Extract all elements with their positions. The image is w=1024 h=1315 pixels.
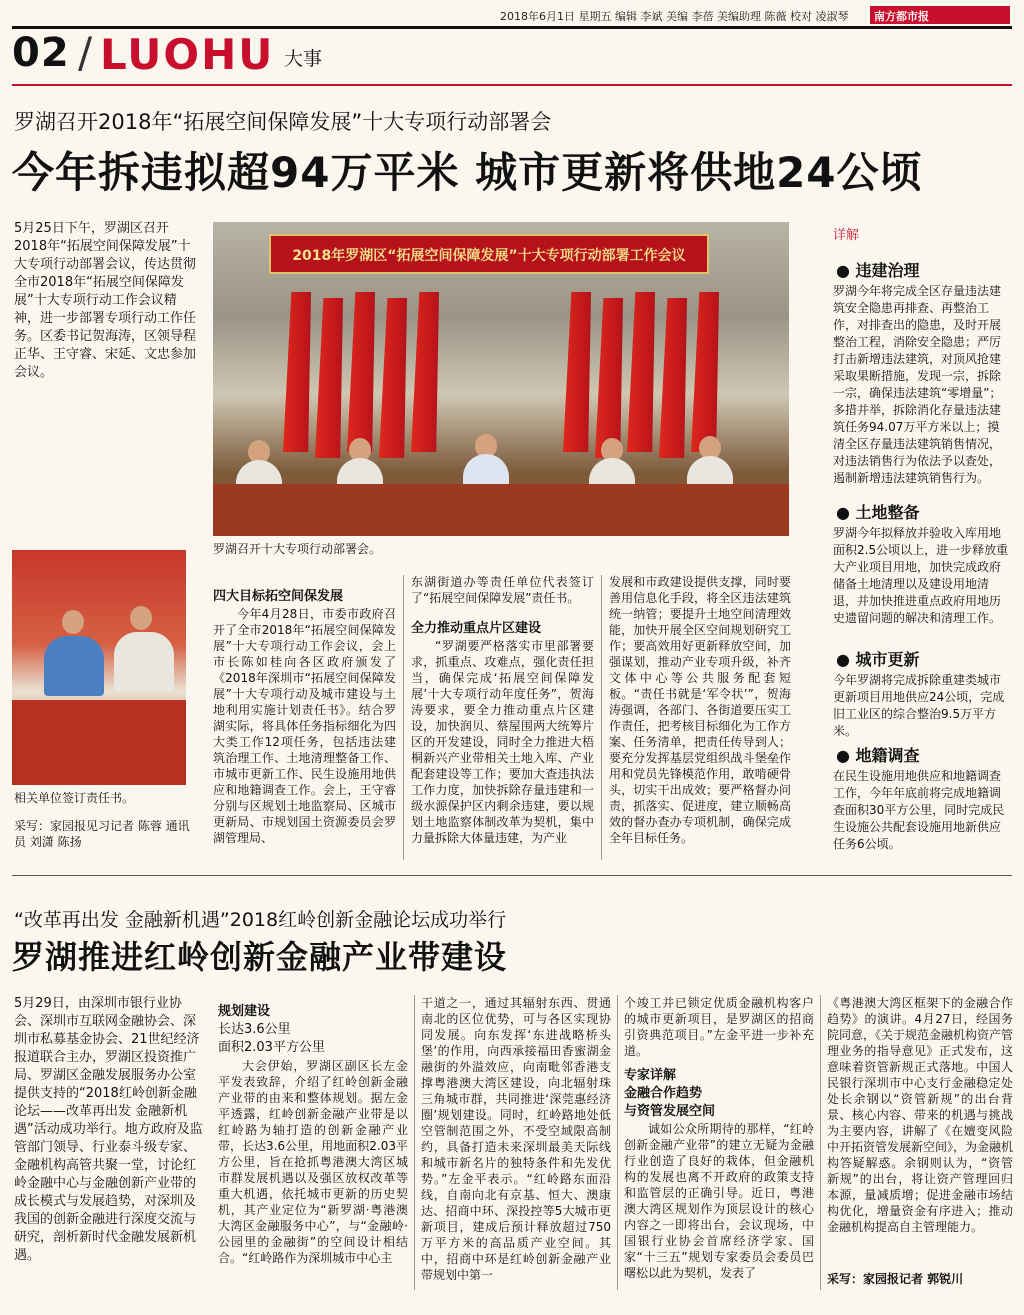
flag-icon	[691, 292, 719, 452]
story1-kicker: 罗湖召开2018年“拓展空间保障发展”十大专项行动部署会	[14, 110, 552, 134]
detail-text-violations: 罗湖今年将完成全区存量违法建筑安全隐患再排查、再整治工作，对排查出的隐患，及时开展整治工程，消除安全隐患；严厉打击新增违法建筑，对顶风抢建采取果断措施，发现一宗，拆除一宗，确保违法建筑“零增量”；多措并举，拆除消化存量违法建筑任务94.07万平方米以上；摸清全区存量违法建筑销售情况，对违法销售行为依法予以查处，遏制新增违法建筑销售行为。	[833, 284, 1002, 485]
story2-headline: 罗湖推进红岭创新金融产业带建设	[12, 938, 508, 976]
top-rule	[12, 26, 1012, 29]
detail-title-text: 土地整备	[855, 503, 920, 522]
page-number: 02	[12, 30, 70, 76]
flag-icon	[379, 298, 407, 458]
story2-col1: 大会伊始，罗湖区副区长左金平发表致辞，介绍了红岭创新金融产业带的由来和整体规划。据左金平透露，红岭创新金融产业带是以红岭路为轴打造的创新金融产业带，长达3.6公里，用地面积2.03平方公里，旨在抢抓粤港澳大湾区城市群发展机遇以及强区放权改革等重大机遇，依托城市更新的历史契机，其产业定位为“新罗湖·粤港澳大湾区金融服务中心”，与“金融岭·公园里的金融街”的空间设计相结合。“红岭路作为深圳城市中心主	[218, 1059, 408, 1265]
story1-col2a: 东湖街道办等责任单位代表签订了“拓展空间保障发展”责任书。	[411, 575, 594, 605]
story1-col2b: “罗湖要严格落实市里部署要求，抓重点、攻难点，强化责任担当，确保完成‘拓展空间保障发展’十大专项行动年度任务”，贺海涛要求，要全力推动重点片区建设，加快润贝、蔡屋围两大统筹片区的开发建设，同时全力推进大梧桐新兴产业带相关土地入库、产业配套建设等工作；要加大查违执法工作力度，加快拆除存量违建和一级水源保护区内剩余违建，要以规划土地监察体制改革为契机，集中力量拆除大体量违建，为产业	[411, 639, 594, 845]
flag-icon	[563, 292, 591, 452]
detail-title-text: 地籍调查	[855, 746, 920, 765]
meeting-photo	[213, 222, 789, 536]
flag-icon	[411, 292, 439, 452]
story1-lead: 5月25日下午，罗湖区召开2018年“拓展空间保障发展”十大专项行动部署会议，传达贯彻全市2018年“拓展空间保障发展”十大专项行动工作会议精神，进一步部署专项行动工作任务。区委书记贺海涛，区领导程正华、王守睿、宋延、文忠参加会议。	[14, 221, 197, 380]
photo-banner: 2018年罗湖区“拓展空间保障发展”十大专项行动部署工作会议	[269, 234, 709, 274]
story1-col1: 今年4月28日，市委市政府召开了全市2018年“拓展空间保障发展”十大专项行动工作会议，会上市长陈如桂向各区政府颁发了《2018年深圳市“拓展空间保障发展”十大专项行动及城市建设与土地利用实施计划责任书》。结合罗湖实际，将具体任务指标细化为四大类工作12项任务，包括违法建筑治理工作、土地清理整备工作、市城市更新工作、民生设施用地供应和地籍调查工作。会上，王守睿分别与区规划土地监察局、区城市更新局、市规划国土资源委员会罗湖管理局、	[213, 607, 396, 845]
story2-col3b: 诚如公众所期待的那样，“红岭创新金融产业带”的建立无疑为金融行业创造了良好的栽体，但金融机构的发展也离不开政府的政策支持和监管层的正确引导。近日，粤港澳大湾区规划作为顶层设计的核心内容之一即将出台，会议现场，中国银行业协会首席经济学家、国家“十三五”规划专家委员会委员巴曙松以此为契机，发表了	[624, 1122, 814, 1280]
section-rule	[12, 84, 1012, 86]
signing-table	[12, 700, 186, 785]
detail-text-survey: 在民生设施用地供应和地籍调查工作，今年年底前将完成地籍调查面积30平方公里，同时完成民生设施公共配套设施用地新供应任务6公顷。	[833, 769, 1005, 851]
detail-text-land: 罗湖今年拟释放并验收入库用地面积2.5公顷以上，进一步释放重大产业项目用地，加快完成政府储备土地清理以及建设用地清退，并加快推进重点政府用地历史遗留问题的解决和清理工作。	[833, 526, 1009, 625]
story2-col4: 《粤港澳大湾区框架下的金融合作趋势》的演讲。4月27日，经国务院同意，《关于规范金融机构资产管理业务的指导意见》正式发布，这意味着资管新规正式落地。中国人民银行深圳市中心支行金融稳定处处长余钢以“资管新规”的出台背景、核心内容、带来的机遇与挑战为主要内容，讲解了《在嬗变风险中开拓资管发展新空间》，为金融机构答疑解惑。余钢则认为，“资管新规”的出台，将让资产管理回归本源，量减质增；促进金融市场结构优化，增量资金有序进入；推动金融机构提高自主管理能力。	[827, 996, 1014, 1234]
subhead-key-areas: 全力推动重点片区建设	[411, 621, 542, 636]
story1-headline: 今年拆违拟超94万平米 城市更新将供地24公顷	[12, 148, 923, 197]
plan-length: 长达3.6公里	[218, 1022, 291, 1037]
detail-title-text: 违建治理	[855, 261, 920, 280]
column-divider	[414, 995, 415, 1290]
slash-divider: /	[78, 28, 93, 77]
person	[114, 632, 174, 692]
story1-byline: 采写：家园报见习记者 陈蓉 通讯员 刘潇 陈扬	[14, 819, 190, 849]
signing-photo	[12, 550, 186, 785]
detail-title-land: ● 土地整备	[836, 503, 920, 522]
column-divider	[601, 575, 602, 860]
expert-subtitle-2: 与资管发展空间	[624, 1104, 716, 1119]
section-title: LUOHU	[100, 30, 275, 79]
story1-col3: 发展和市政建设提供支撑，同时要善用信息化手段，将全区违法建筑统一纳管；要提升土地空间清理效能，加快开展全区空间规划研究工作；要高效用好更新释放空间，加强谋划，推动产业专项升级，补齐文体中心等公共服务配套短板。“责任书就是‘军令状’”，贺海涛强调，各部门、各街道要压实工作责任，把考核目标细化为工作方案、任务清单，把责任传导到人；要充分发挥基层党组织战斗堡垒作用和党员先锋模范作用，敢啃硬骨头，切实干出成效；要严格督办问责，抓落实、促进度，建立顺畅高效的督办查办专项机制，确保完成全年目标任务。	[609, 575, 791, 845]
expert-subtitle-1: 金融合作趋势	[624, 1086, 703, 1101]
detail-label: 详解	[833, 228, 860, 243]
story2-col2: 干道之一，通过其辐射东西、贯通南北的区位优势，可与各区实现协同发展。向东发挥‘东进战略桥头堡’的作用，向西承接福田香蜜湖金融街的外溢效应，向南毗邻香港支撑粤港澳大湾区建设，向北辐射珠三角城市群，共同推进‘深莞惠经济圈’规划建设。同时，红岭路地处低空管制范围之外，不受空域限高制约，具备打造未来深圳最美天际线和城市新名片的独特条件和先发优势。”左金平表示。“红岭路东面沿线，自南向北有京基、恒大、澳康达、招商中环、深投控等5大城市更新项目，建成后预计释放超过750万平方米的高品质产业空间。其中，招商中环是红岭创新金融产业带规划中第一	[421, 996, 611, 1282]
detail-text-renewal: 今年罗湖将完成拆除重建类城市更新项目用地供应24公顷，完成旧工业区的综合整治9.5万平方米。	[833, 673, 1005, 738]
plan-area: 面积2.03平方公里	[218, 1040, 325, 1055]
column-divider	[617, 995, 618, 1290]
detail-title-violations: ● 违建治理	[836, 261, 920, 280]
photo-caption: 罗湖召开十大专项行动部署会。	[213, 542, 382, 556]
story2-lead: 5月29日，由深圳市银行业协会、深圳市互联网金融协会、深圳市私募基金协会、21世纪经济报道联合主办，罗湖区投资推广局、罗湖区金融发展服务办公室提供支持的“2018红岭创新金融论坛——改革再出发 金融新机遇”活动成功举行。地方政府及监管部门领导、行业泰斗级专家、金融机构高管共聚一堂，讨论红岭金融中心与金融创新产业带的成长模式与发展趋势，对深圳及我国的创新金融进行深度交流与研究，剖析新时代金融发展新机遇。	[14, 996, 203, 1263]
story-divider	[12, 875, 1012, 876]
conference-table	[213, 484, 789, 536]
detail-title-renewal: ● 城市更新	[836, 650, 920, 669]
flag-icon	[347, 292, 375, 452]
side-caption: 相关单位签订责任书。	[14, 791, 135, 805]
flag-icon	[283, 292, 311, 452]
story2-kicker: “改革再出发 金融新机遇”2018红岭创新金融论坛成功举行	[14, 909, 507, 931]
flag-icon	[627, 292, 655, 452]
detail-title-text: 城市更新	[855, 650, 920, 669]
subhead-targets: 四大目标拓空间保发展	[213, 589, 344, 604]
column-divider	[820, 995, 821, 1290]
story2-col3a: 个竣工并已锁定优质金融机构客户的城市更新项目，是罗湖区的招商引资典范项目。”左金平进一步补充道。	[624, 996, 814, 1058]
date-line: 2018年6月1日 星期五 编辑 李斌 美编 李蓓 美编助理 陈薇 校对 凌淑琴	[500, 10, 849, 23]
person	[44, 636, 104, 696]
section-subtitle: 大事	[284, 48, 323, 70]
flag-icon	[659, 298, 687, 458]
person-head	[130, 606, 152, 630]
person-head	[62, 610, 84, 634]
expert-label: 专家详解	[624, 1068, 677, 1083]
column-divider	[403, 575, 404, 860]
plan-title: 规划建设	[218, 1004, 271, 1019]
flag-icon	[595, 298, 623, 458]
detail-title-survey: ● 地籍调查	[836, 746, 920, 765]
flag-icon	[315, 298, 343, 458]
newspaper-logo: 南方都市报	[870, 6, 1010, 24]
story2-byline: 采写：家园报记者 郭锐川	[827, 1272, 964, 1286]
